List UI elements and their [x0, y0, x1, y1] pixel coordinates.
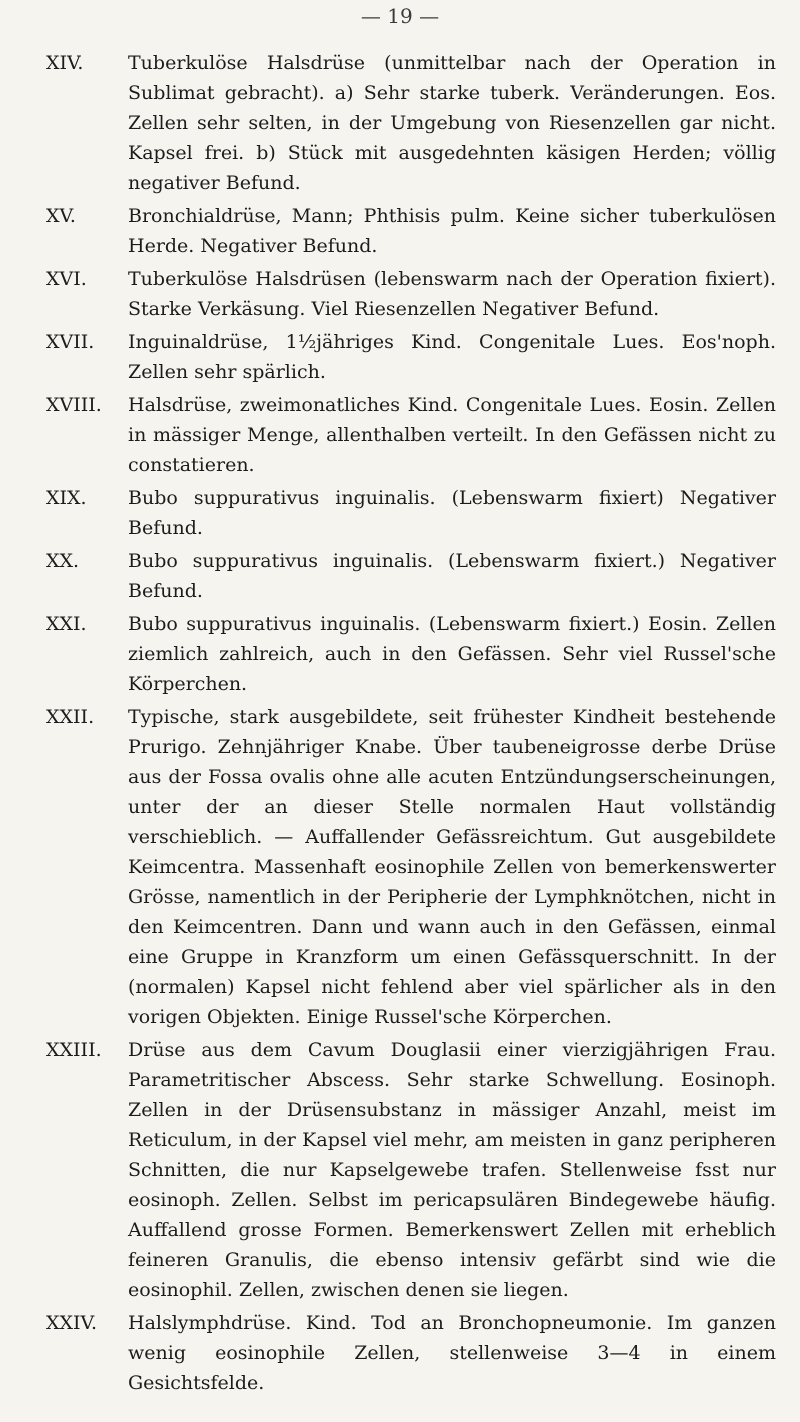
entry-xv: [46, 201, 776, 261]
entry-list: [46, 48, 776, 1401]
entry-number: XIX.: [46, 487, 87, 509]
entry-xxii: [46, 702, 776, 1032]
entry-text: Bubo suppurativus inguinalis. (Lebenswarm fixiert.) Negativer Befund.: [128, 550, 776, 602]
entry-number: XVIII.: [46, 394, 102, 416]
entry-xxiv: [46, 1308, 776, 1398]
entry-number: XXII.: [46, 706, 95, 728]
entry-xiv: [46, 48, 776, 198]
entry-xxi: [46, 609, 776, 699]
entry-xvi: [46, 264, 776, 324]
entry-text: Drüse aus dem Cavum Douglasii einer vierzigjährigen Frau. Parametritischer Abscess. Sehr starke Schwellung. Eosinoph. Zellen in der Drüsensubstanz in mässiger Anzahl, meist im Reticulum, in der Kapsel viel mehr, am meisten in ganz peripheren Schnitten, die nur Kapselgewebe trafen. Stellenweise fsst nur eosinoph. Zellen. Selbst im pericapsulären Bindegewebe häufig. Auffallend grosse Formen. Bemerkenswert Zellen mit erheblich feineren Granulis, die ebenso intensiv gefärbt sind wie die eosinophil. Zellen, zwischen denen sie liegen.: [128, 1039, 776, 1301]
entry-text: Tuberkulöse Halsdrüsen (lebenswarm nach der Operation fixiert). Starke Verkäsung. Viel Riesenzellen Negativer Befund.: [128, 268, 776, 320]
entry-text: Inguinaldrüse, 1½jähriges Kind. Congenitale Lues. Eos'noph. Zellen sehr spärlich.: [128, 331, 776, 383]
entry-text: Bubo suppurativus inguinalis. (Lebenswarm fixiert.) Eosin. Zellen ziemlich zahlreich, auch in den Gefässen. Sehr viel Russel'sche Körperchen.: [128, 613, 776, 695]
entry-xvii: [46, 327, 776, 387]
entry-text: Bronchialdrüse, Mann; Phthisis pulm. Keine sicher tuberkulösen Herde. Negativer Befund.: [128, 205, 776, 257]
entry-text: Typische, stark ausgebildete, seit frühester Kindheit bestehende Prurigo. Zehnjähriger Knabe. Über taubeneigrosse derbe Drüse aus der Fossa ovalis ohne alle acuten Entzündungserscheinungen, unter der an dieser Stelle normalen Haut vollständig verschieblich. — Auffallender Gefässreichtum. Gut ausgebildete Keimcentra. Massenhaft eosinophile Zellen von bemerkenswerter Grösse, namentlich in der Peripherie der Lymphknötchen, nicht in den Keimcentren. Dann und wann auch in den Gefässen, einmal eine Gruppe in Kranzform um einen Gefässquerschnitt. In der (normalen) Kapsel nicht fehlend aber viel spärlicher als in den vorigen Objekten. Einige Russel'sche Körperchen.: [128, 706, 776, 1028]
page-number: — 19 —: [360, 4, 440, 28]
entry-number: XX.: [46, 550, 80, 572]
entry-number: XV.: [46, 205, 76, 227]
entry-number: XVI.: [46, 268, 87, 290]
entry-text: Halsdrüse, zweimonatliches Kind. Congenitale Lues. Eosin. Zellen in mässiger Menge, allenthalben verteilt. In den Gefässen nicht zu constatieren.: [128, 394, 776, 476]
entry-number: XVII.: [46, 331, 95, 353]
entry-text: Halslymphdrüse. Kind. Tod an Bronchopneumonie. Im ganzen wenig eosinophile Zellen, stellenweise 3—4 in einem Gesichtsfelde.: [128, 1312, 776, 1394]
entry-xix: [46, 483, 776, 543]
entry-number: XXIII.: [46, 1039, 102, 1061]
entry-text: Tuberkulöse Halsdrüse (unmittelbar nach der Operation in Sublimat gebracht). a) Sehr starke tuberk. Veränderungen. Eos. Zellen sehr selten, in der Umgebung von Riesenzellen gar nicht. Kapsel frei. b) Stück mit ausgedehnten käsigen Herden; völlig negativer Befund.: [128, 52, 776, 194]
entry-xx: [46, 546, 776, 606]
entry-number: XIV.: [46, 52, 84, 74]
entry-number: XXIV.: [46, 1312, 97, 1334]
entry-text: Bubo suppurativus inguinalis. (Lebenswarm fixiert) Negativer Befund.: [128, 487, 776, 539]
entry-number: XXI.: [46, 613, 87, 635]
entry-xxiii: [46, 1035, 776, 1305]
entry-xviii: [46, 390, 776, 480]
